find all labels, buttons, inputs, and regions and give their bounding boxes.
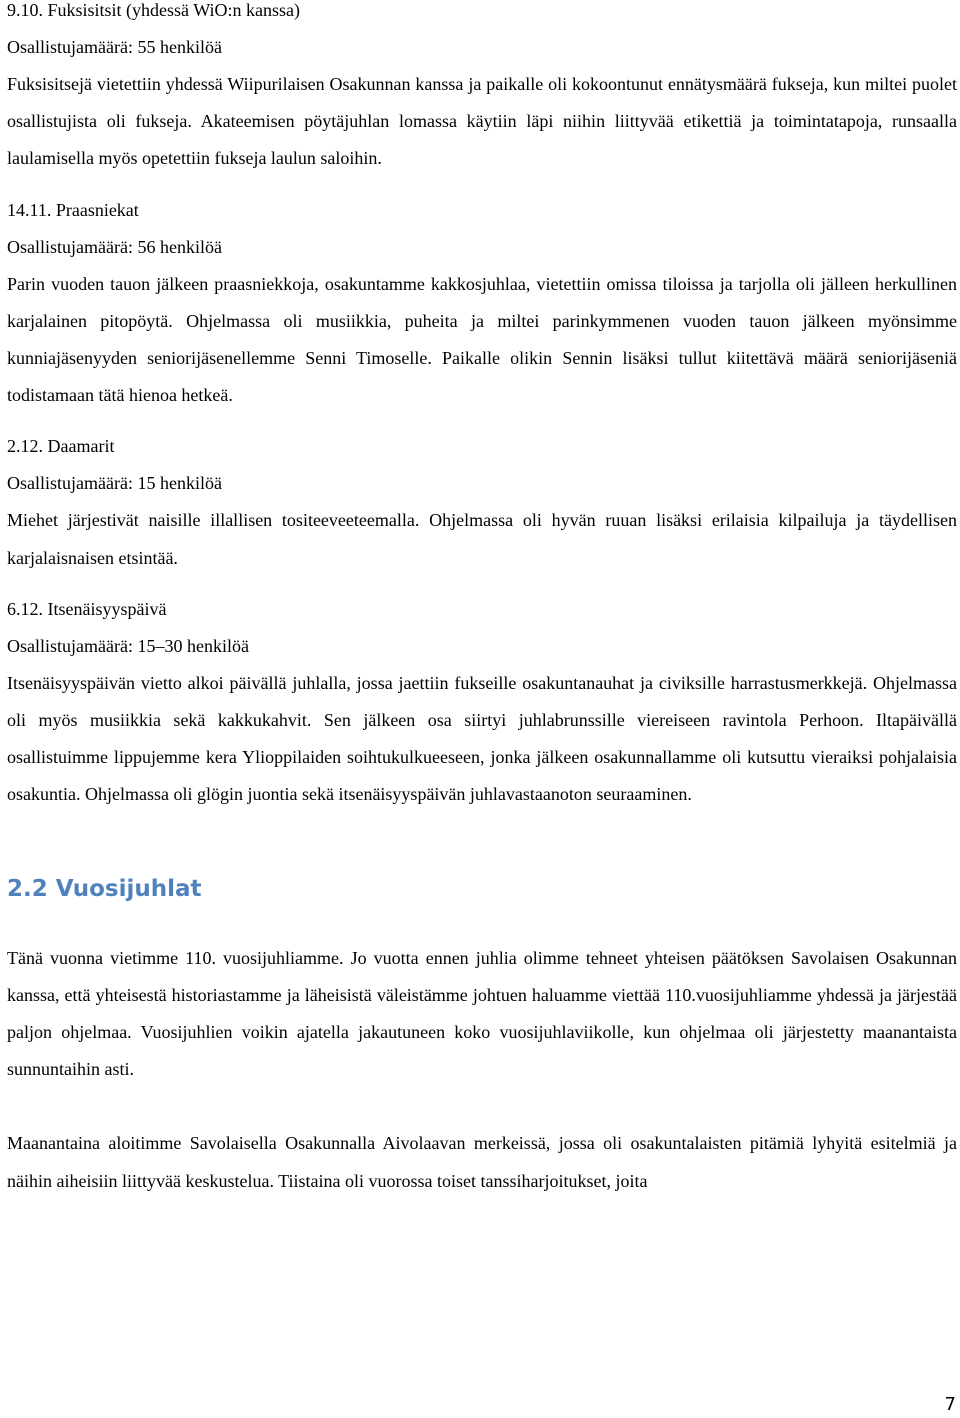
event-title: 2.12. Daamarit xyxy=(7,436,115,457)
event-praasniekat xyxy=(7,192,957,415)
paragraph: Maanantaina aloitimme Savolaisella Osakunnalla Aivolaavan merkeissä, jossa oli osakuntalaisten pitämiä lyhyitä esitelmiä ja näihin aiheisiin liittyvää keskustelua. Tiistaina oli vuorossa toiset tanssiharjoitukset, joita xyxy=(7,1133,957,1191)
event-attendance: Osallistujamäärä: 56 henkilöä xyxy=(7,236,222,257)
spacer xyxy=(7,1088,957,1125)
event-attendance: Osallistujamäärä: 15–30 henkilöä xyxy=(7,635,249,656)
spacer xyxy=(7,577,957,591)
page-number: 7 xyxy=(944,1394,956,1415)
spacer xyxy=(7,414,957,428)
event-title: 6.12. Itsenäisyyspäivä xyxy=(7,598,167,619)
paragraph: Tänä vuonna vietimme 110. vuosijuhliamme. Jo vuotta ennen juhlia olimme tehneet yhteisen päätöksen Savolaisen Osakunnan kanssa, että yhteisestä historiastamme ja läheisistä väleistämme johtuen haluamme viettää 110.vuosijuhliamme yhdessä ja järjestää paljon ohjelmaa. Vuosijuhlien voikin ajatella jakautuneen koko vuosijuhlaviikolle, kun ohjelmaa oli järjestetty maanantaista sunnuntaihin asti. xyxy=(7,947,957,1080)
event-description: Miehet järjestivät naisille illallisen tositeeveeteemalla. Ohjelmassa oli hyvän ruuan lisäksi erilaisia kilpailuja ja täydellisen karjalaisnaisen etsintää. xyxy=(7,510,957,568)
spacer xyxy=(7,814,957,874)
event-fuksisitsit xyxy=(7,0,957,178)
event-attendance: Osallistujamäärä: 55 henkilöä xyxy=(7,37,222,57)
event-attendance: Osallistujamäärä: 15 henkilöä xyxy=(7,473,222,494)
document-page xyxy=(7,0,957,1200)
event-daamarit xyxy=(7,428,957,576)
event-itsenaisyyspaiva xyxy=(7,591,957,814)
section-heading: 2.2 Vuosijuhlat xyxy=(7,875,202,902)
event-description: Parin vuoden tauon jälkeen praasniekkoja, osakuntamme kakkosjuhlaa, vietettiin omissa tiloissa ja tarjolla oli jälleen herkullinen karjalainen pitopöytä. Ohjelmassa oli musiikkia, puheita ja miltei parinkymmenen vuoden tauon jälkeen myönsimme kunniajäsenyyden seniorijäsenellemme Senni Timoselle. Paikalle olikin Sennin lisäksi tullut kiitettävä määrä seniorijäseniä todistamaan tätä hienoa hetkeä. xyxy=(7,273,957,406)
spacer xyxy=(7,904,957,940)
event-title: 14.11. Praasniekat xyxy=(7,199,139,220)
event-description: Fuksisitsejä vietettiin yhdessä Wiipurilaisen Osakunnan kanssa ja paikalle oli kokoontunut ennätysmäärä fukseja, kun miltei puolet osallistujista oli fukseja. Akateemisen pöytäjuhlan lomassa käytiin läpi niihin liittyvää etikettiä ja toimintatapoja, runsaalla laulamisella myös opetettiin fukseja laulun saloihin. xyxy=(7,74,957,169)
event-description: Itsenäisyyspäivän vietto alkoi päivällä juhlalla, jossa jaettiin fukseille osakuntanauhat ja civiksille harrastusmerkkejä. Ohjelmassa oli myös musiikkia sekä kakkukahvit. Sen jälkeen osa siirtyi juhlabrunssille viereiseen ravintola Perhoon. Iltapäivällä osallistuimme lippujemme kera Ylioppilaiden soihtukulkueeseen, jonka jälkeen osakunnallamme oli kutsuttu vieraiksi pohjalaisia osakuntia. Ohjelmassa oli glögin juontia sekä itsenäisyyspäivän juhlavastaanoton seuraaminen. xyxy=(7,672,957,805)
event-title: 9.10. Fuksisitsit (yhdessä WiO:n kanssa) xyxy=(7,0,300,20)
spacer xyxy=(7,178,957,192)
